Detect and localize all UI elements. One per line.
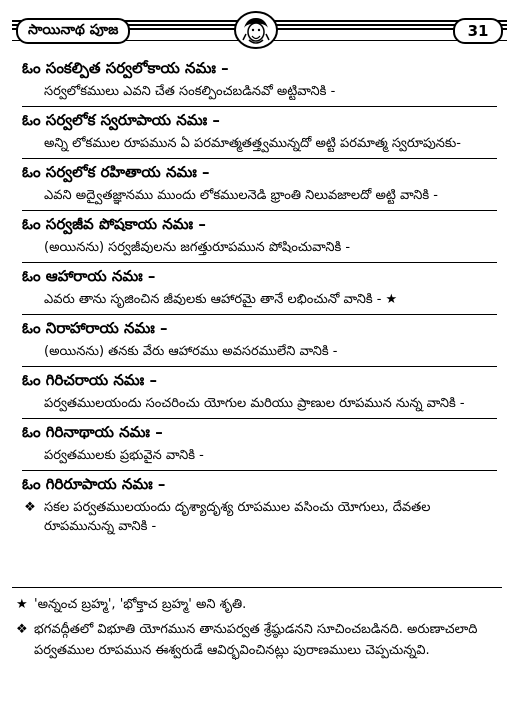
list-item — [22, 266, 497, 315]
list-item — [22, 58, 497, 107]
mantra-heading: ఓం సర్వలోక రహితాయ నమః – — [22, 163, 210, 181]
mantra-meaning: ఎవని అద్వైతజ్ఞానము ముందు లోకములనెడి భ్రాంతి నిలువజాలదో అట్టి వానికి - — [44, 188, 439, 203]
mantra-meaning-text: ఎవరు తాను సృజించిన జీవులకు ఆహారమై తానే లభించునో వానికి - — [44, 292, 382, 307]
footnote-star-marker: ★ — [385, 292, 398, 307]
mantra-heading: ఓం నిరాహారాయ నమః – — [22, 319, 168, 337]
list-item — [22, 318, 497, 367]
mantra-heading: ఓం ఆహారాయ నమః – — [22, 267, 156, 285]
divider — [22, 418, 497, 419]
footnote-star-marker: ★ — [16, 597, 28, 612]
mantra-heading: ఓం సర్వలోక స్వరూపాయ నమః – — [22, 111, 220, 129]
divider — [22, 470, 497, 471]
list-item — [22, 474, 497, 540]
footnotes — [12, 587, 502, 665]
page-number: 31 — [453, 18, 503, 44]
divider — [22, 262, 497, 263]
footnote-text: 'అన్నంచ బ్రహ్మ', 'భోక్తాచ బ్రహ్మ' అని శృతి. — [34, 597, 247, 612]
diamond-bullet-icon: ❖ — [16, 622, 28, 637]
mantra-meaning: పర్వతములకు ప్రభువైన వానికి - — [44, 448, 204, 463]
diamond-bullet-icon: ❖ — [24, 500, 36, 515]
mantra-meaning — [22, 494, 497, 540]
divider — [22, 210, 497, 211]
divider — [22, 366, 497, 367]
footnote — [12, 619, 502, 661]
mantra-meaning-text: సకల పర్వతములయందు దృశ్యాదృశ్య రూపముల వసించు యోగులు, దేవతల రూపమునున్న వానికి - — [44, 500, 431, 534]
mantra-heading: ఓం సంకల్పిత సర్వలోకాయ నమః – — [22, 59, 229, 77]
list-item — [22, 422, 497, 471]
mantra-meaning: అన్ని లోకముల రూపమున ఏ పరమాత్మతత్త్వమున్నదో అట్టి పరమాత్మ స్వరూపునకు- — [44, 136, 461, 151]
footnote — [12, 594, 502, 615]
mantra-heading: ఓం గిరిచరాయ నమః – — [22, 371, 157, 389]
mantra-meaning: పర్వతములయందు సంచరించు యోగుల మరియు ప్రాణుల రూపమున నున్న వానికి - — [44, 396, 465, 411]
mantra-meaning: (అయినను) తనకు వేరు ఆహారము అవసరములేని వానికి - — [44, 344, 338, 359]
sai-baba-portrait-icon — [233, 10, 279, 50]
mantra-heading: ఓం గిరిరూపాయ నమః – — [22, 475, 166, 493]
footnote-divider — [12, 587, 502, 588]
mantra-meaning — [22, 286, 497, 313]
divider — [22, 106, 497, 107]
list-item — [22, 370, 497, 419]
divider — [22, 158, 497, 159]
mantra-heading: ఓం సర్వజీవ పోషకాయ నమః – — [22, 215, 206, 233]
footnote-text: భగవద్గీతలో విభూతి యోగమున తానుపర్వత శ్రేష్ఠుడనని సూచించబడినది. అరుణాచలాది పర్వతముల రూపమున ఈశ్వరుడే ఆవిర్భవించినట్లు పురాణములు చెప్పచున్నవి. — [34, 622, 478, 658]
list-item — [22, 110, 497, 159]
divider — [22, 314, 497, 315]
list-item — [22, 162, 497, 211]
book-title: సాయినాథ పూజ — [16, 18, 130, 44]
mantra-heading: ఓం గిరినాథాయ నమః – — [22, 423, 163, 441]
running-header — [12, 16, 507, 52]
stotra-list — [22, 55, 497, 540]
mantra-meaning: (అయినను) సర్వజీవులను జగత్తురూపమున పోషించువానికి - — [44, 240, 351, 255]
mantra-meaning: సర్వలోకములు ఎవని చేత సంకల్పించబడినవో అట్టివానికి - — [44, 84, 336, 99]
list-item — [22, 214, 497, 263]
